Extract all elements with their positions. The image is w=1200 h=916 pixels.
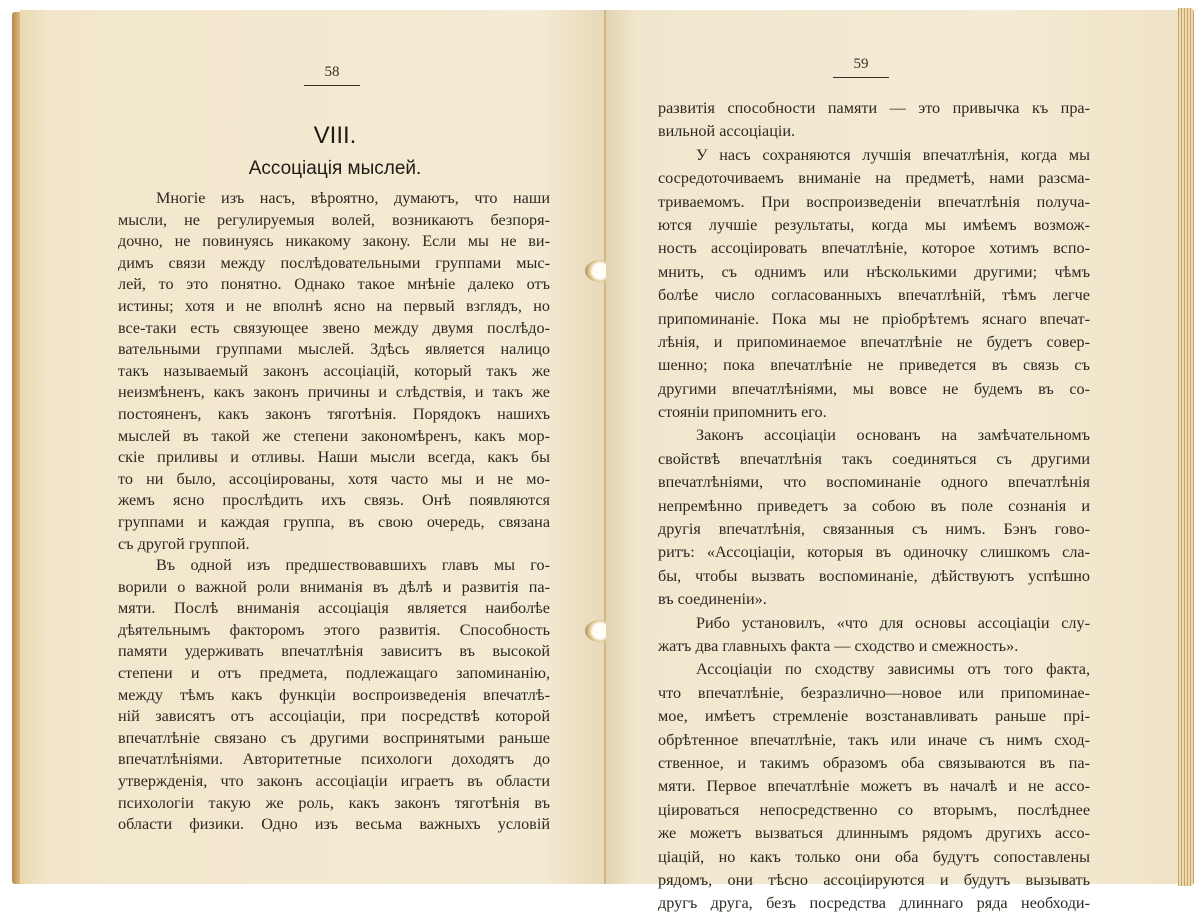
right-page-body [658,97,1090,916]
text-line: между тѣмъ какъ функціи воспроизведенія впечатлѣ- [118,685,550,704]
text-line: Многіе изъ насъ, вѣроятно, думаютъ, что наши [156,189,550,207]
text-line: вильной ассоціаціи. [658,122,796,141]
text-line: мысли, не регулируемыя волей, возникаютъ безпоря- [118,210,550,229]
text-line: мнить, съ однимъ или нѣсколькими другими; чѣмъ [658,262,1090,281]
text-line: впечатлѣніями, что воспоминаніе одного впечатлѣнія [658,473,1090,492]
text-line: мяти. Послѣ вниманія ассоціація является наиболѣе [118,599,550,618]
text-line: что впечатлѣніе, безразлично—новое или припоминае- [658,683,1090,702]
text-line: Въ одной изъ предшествовавшихъ главъ мы го- [156,556,550,575]
left-page [20,10,606,884]
chapter-number: VIII. [313,122,357,149]
text-line: психологіи такую же роль, какъ законъ тяготѣнія въ [118,793,550,812]
text-line: У насъ сохраняются лучшія впечатлѣнія, когда мы [696,145,1090,164]
text-line: болѣе число согласованныхъ впечатлѣній, тѣмъ легче [658,286,1090,305]
text-line: то ни было, ассоціированы, хотя часто мы и не мо- [118,469,550,488]
text-line: лѣнія, и припоминаемое впечатлѣніе не будетъ совер- [658,332,1090,351]
text-line: мыслей въ такой же степени закономѣренъ, какъ мор- [118,426,550,445]
text-line: жатъ два главныхъ факта — сходство и смежность». [658,636,1019,655]
text-line: триваемомъ. При воспроизведеніи впечатлѣнія получа- [658,192,1090,211]
text-line: съ другой группой. [118,534,250,553]
text-line: ритъ: «Ассоціаціи, которыя въ одиночку слишкомъ сла- [658,543,1090,562]
text-line: области физики. Одно изъ весьма важныхъ условій [118,815,550,834]
text-line: дочно, не повинуясь никакому закону. Если мы не ви- [118,232,550,251]
text-line: впечатлѣніями. Авторитетные психологи доходятъ до [118,750,550,769]
text-line: Законъ ассоціаціи основанъ на замѣчательномъ [696,426,1090,445]
text-line: шенно; пока впечатлѣніе не приведется въ связь съ [658,356,1090,375]
text-line: впечатлѣніе связано съ другими воспринятыми раньше [118,728,550,747]
text-line: бы, чтобы вызвать воспоминаніе, дѣйствуютъ успѣшно [658,566,1090,585]
open-book [12,8,1194,913]
text-line: свойствѣ впечатлѣнія такъ соединяться съ другими [658,449,1090,468]
text-line: все-таки есть связующее звено между двумя послѣдо- [118,318,550,337]
text-line: постояненъ, какъ законъ тяготѣнія. Порядокъ нашихъ [118,404,550,423]
text-line: жемъ ясно прослѣдить ихъ связь. Онѣ появляются [118,491,550,510]
text-line: въ соединеніи». [658,590,767,609]
text-line: рядомъ, они тѣсно ассоціируются и будутъ вызывать [658,870,1090,889]
page-number-right: 59 [831,56,891,78]
text-line: неизмѣненъ, какъ законъ причины и слѣдствія, и такъ же [118,383,550,402]
text-line: припоминаніе. Пока мы не пріобрѣтемъ яснаго впечат- [658,309,1090,328]
text-line: другъ друга, безъ посредства длиннаго ряда необходи- [658,894,1090,913]
right-page [606,10,1180,913]
text-line: ціацій, но какъ только они оба будутъ сопоставлены [658,847,1090,866]
text-line: лей, то это понятно. Однако такое мнѣніе далеко отъ [118,275,550,294]
text-line: скіе приливы и отливы. Наши мысли всегда, какъ бы [118,448,550,467]
text-line: другими впечатлѣніями, мы вовсе не будемъ въ со- [658,379,1090,398]
text-line: ются лучшіе результаты, когда мы имѣемъ возмож- [658,215,1090,234]
text-line: истины; хотя и не вполнѣ ясно на первый взглядъ, но [118,296,550,315]
text-line: вательными группами мыслей. Здѣсь является налицо [118,340,550,359]
text-line: группами и каждая группа, въ свою очередь, связана [118,512,550,531]
text-line: же можетъ вызваться длиннымъ рядомъ другихъ ассо- [658,824,1090,843]
text-line: ціироваться непосредственно со вторымъ, послѣднее [658,800,1090,819]
text-line: мое, имѣетъ стремленіе возстанавливать раньше прі- [658,707,1090,726]
text-line: такъ называемый законъ ассоціацій, который такъ же [118,361,550,380]
text-line: утвержденія, что законъ ассоціаціи играетъ въ области [118,772,550,791]
text-line: степени и отъ предмета, подлежащаго запоминанію, [118,664,550,683]
text-line: непремѣнно приведетъ за собою въ поле сознанія и [658,496,1090,515]
text-line: обрѣтенное впечатлѣніе, такъ или иначе съ нимъ сход- [658,730,1090,749]
left-page-body [118,188,550,836]
text-line: развитія способности памяти — это привычка къ пра- [658,99,1090,117]
page-number-left: 58 [302,64,362,86]
text-line: ворили о важной роли вниманія въ дѣлѣ и развитія па- [118,577,550,596]
text-line: мяти. Первое впечатлѣніе можетъ въ началѣ и не ассо- [658,777,1090,796]
chapter-title: Ассоціація мыслей. [248,158,422,179]
book-edge-right [1178,8,1194,886]
text-line: Ассоціаціи по сходству зависимы отъ того факта, [696,660,1090,679]
text-line: дѣятельнымъ факторомъ этого развитія. Способность [118,620,550,639]
text-line: памяти удерживать впечатлѣнія зависитъ въ высокой [118,642,550,661]
text-line: другія впечатлѣнія, связанныя съ нимъ. Бэнъ гово- [658,520,1090,539]
text-line: ственное, и такимъ образомъ оба связываются въ па- [658,753,1090,772]
text-line: ній зависятъ отъ ассоціаціи, при посредствѣ которой [118,707,550,726]
text-line: стояніи припомнить его. [658,403,827,422]
text-line: димъ связи между послѣдовательными группами мыс- [118,253,550,272]
text-line: ность ассоціировать впечатлѣніе, которое хотимъ вспо- [658,239,1090,258]
text-line: сосредоточиваемъ вниманіе на предметѣ, нами разсма- [658,169,1090,188]
text-line: Рибо установилъ, «что для основы ассоціаціи слу- [696,613,1090,632]
